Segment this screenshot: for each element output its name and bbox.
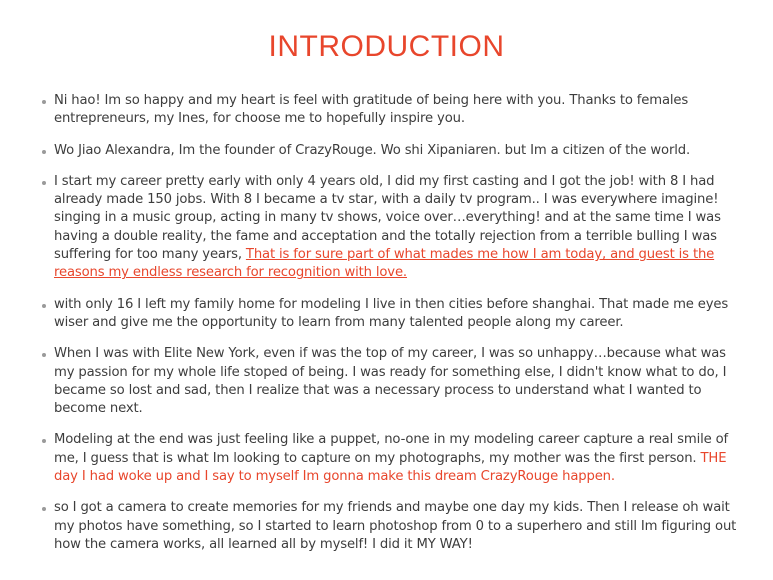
- bullet-item: [40, 345, 740, 418]
- bullet-item: [40, 142, 740, 160]
- bullet-text: Ni hao! Im so happy and my heart is feel with gratitude of being here with you. Thanks to females entrepreneurs, my Ines, for choose me to hopefully inspire you.: [54, 93, 689, 127]
- bullet-text: Wo Jiao Alexandra, Im the founder of CrazyRouge. Wo shi Xipaniaren. but Im a citizen of the world.: [54, 142, 690, 158]
- bullet-text: with only 16 I left my family home for modeling I live in then cities before shanghai. That made me eyes wiser and give me the opportunity to learn from many talented people along my career.: [54, 296, 729, 330]
- bullet-item: [40, 92, 740, 129]
- bullet-text: When I was with Elite New York, even if was the top of my career, I was so unhappy…because what was my passion for my whole life stoped of being. I was ready for something else, I didn't know what to do, I became so lost and sad, then I realize that was a necessary process to understand what I wanted to become next.: [54, 346, 727, 417]
- slide-title: INTRODUCTION: [268, 30, 505, 63]
- bullet-item: [40, 296, 740, 333]
- bullet-highlight-link[interactable]: That is for sure part of what mades me how I am today, and guest is the reasons my endless research for recognition with love.: [54, 247, 715, 281]
- bullet-item: [40, 431, 740, 486]
- bullet-text: I start my career pretty early with only 4 years old, I did my first casting and I got the job! with 8 I had already made 150 jobs. With 8 I became a tv star, with a daily tv program.. I was everywhere imagine! singing in a music group, acting in many tv shows, voice over…everything! and at the same time I was having a double reality, the fame and acceptation and the totally rejection from a terrible bulling I was suffering for too many years,: [54, 173, 721, 263]
- bullet-item: [40, 173, 740, 283]
- bullet-item: [40, 499, 740, 554]
- bullet-highlight: THE day I had woke up and I say to myself Im gonna make this dream CrazyRouge happen.: [54, 450, 727, 485]
- bullet-text: Modeling at the end was just feeling like a puppet, no-one in my modeling career capture a real smile of me, I guess that is what Im looking to capture on my photographs, my mother was the first person.: [54, 432, 729, 466]
- bullet-text: so I got a camera to create memories for my friends and maybe one day my kids. Then I release oh wait my photos have something, so I started to learn photoshop from 0 to a superhero and still Im figuring out how the camera works, all learned all by myself! I did it MY WAY!: [54, 500, 737, 552]
- bullet-list: [40, 92, 740, 567]
